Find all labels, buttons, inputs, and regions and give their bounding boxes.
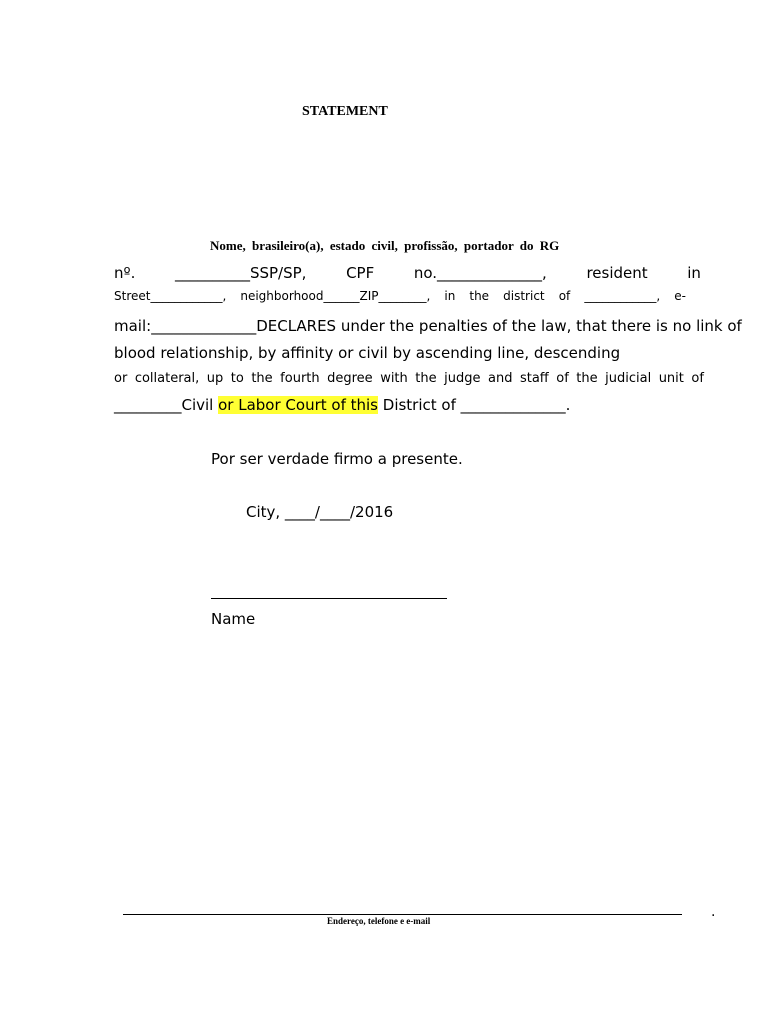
word: fourth bbox=[280, 371, 320, 386]
word: unit bbox=[658, 371, 684, 386]
word: no.______________, bbox=[413, 264, 547, 282]
word: CPF bbox=[346, 264, 375, 282]
word: up bbox=[206, 371, 224, 386]
id-line bbox=[114, 264, 701, 282]
word: resident bbox=[586, 264, 648, 282]
word: collateral, bbox=[134, 371, 200, 386]
word: district bbox=[503, 289, 545, 303]
word: of bbox=[691, 371, 704, 386]
name-fields-line: Nome, brasileiro(a), estado civil, profissão, portador do RG bbox=[210, 238, 560, 253]
word: nº. bbox=[114, 264, 136, 282]
word: of bbox=[558, 289, 571, 303]
signature-line bbox=[211, 598, 447, 599]
collateral-line bbox=[114, 371, 704, 386]
court-line-start: _________Civil bbox=[114, 396, 219, 414]
court-line bbox=[114, 396, 570, 414]
date-line: City, ____/____/2016 bbox=[246, 503, 394, 521]
footer-label: Endereço, telefone e e-mail bbox=[327, 916, 431, 926]
word: the bbox=[576, 371, 598, 386]
footer-line bbox=[123, 914, 682, 915]
footer-dot: . bbox=[711, 904, 716, 920]
word: of bbox=[556, 371, 569, 386]
word: judicial bbox=[605, 371, 652, 386]
word: degree bbox=[327, 371, 373, 386]
signature-label: Name bbox=[211, 610, 256, 628]
word: and bbox=[487, 371, 513, 386]
relationship-line: blood relationship, by affinity or civil by ascending line, descending bbox=[114, 344, 621, 362]
word: staff bbox=[519, 371, 549, 386]
word: e- bbox=[674, 289, 686, 303]
closing-statement: Por ser verdade firmo a presente. bbox=[211, 450, 463, 468]
word: with bbox=[380, 371, 408, 386]
word: judge bbox=[444, 371, 481, 386]
word: the bbox=[415, 371, 437, 386]
word: in bbox=[444, 289, 456, 303]
address-line bbox=[114, 289, 686, 303]
word: the bbox=[469, 289, 490, 303]
word: in bbox=[687, 264, 701, 282]
declaration-line: mail:______________DECLARES under the penalties of the law, that there is no link of bbox=[114, 317, 742, 335]
word: ____________, bbox=[584, 289, 661, 303]
word: __________SSP/SP, bbox=[174, 264, 307, 282]
document-title: STATEMENT bbox=[302, 104, 388, 119]
highlighted-text: or Labor Court of this bbox=[218, 396, 378, 414]
word: Street____________, bbox=[114, 289, 227, 303]
word: neighborhood______ZIP________, bbox=[240, 289, 431, 303]
court-line-end: District of ______________. bbox=[378, 396, 571, 414]
word: the bbox=[251, 371, 273, 386]
word: or bbox=[114, 371, 128, 386]
word: to bbox=[230, 371, 244, 386]
